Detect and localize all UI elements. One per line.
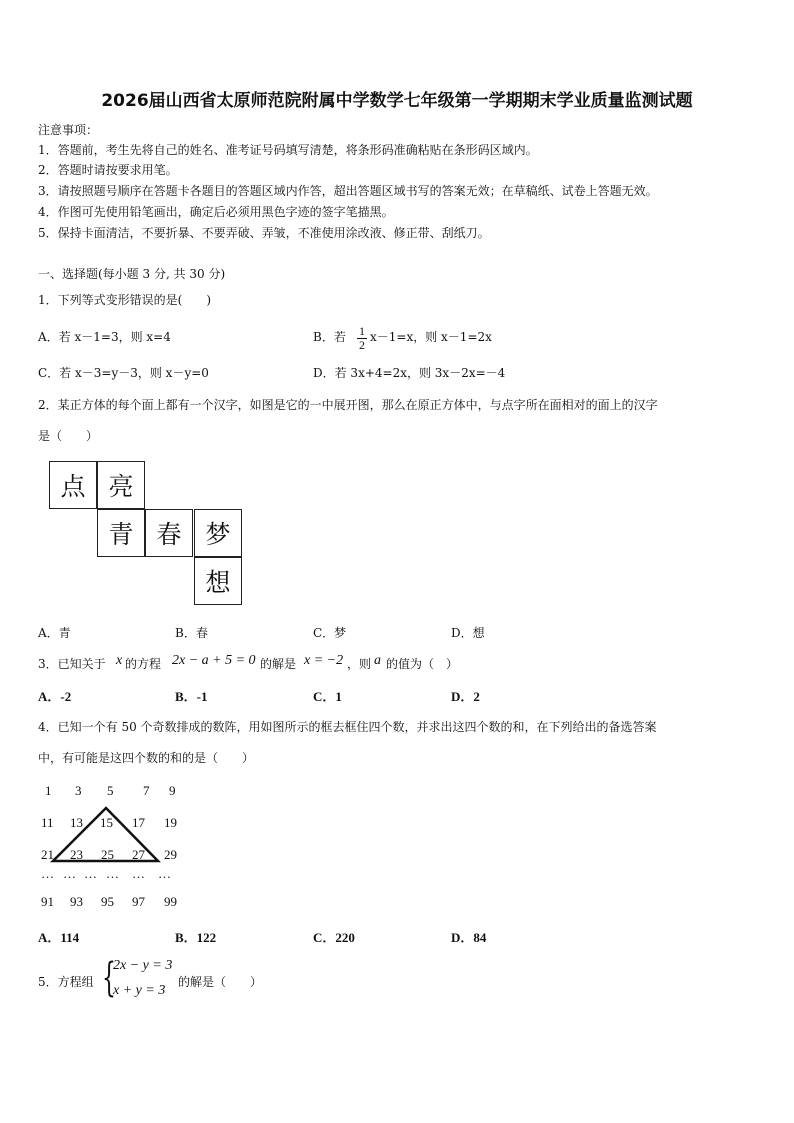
page-title: 2026届山西省太原师范院附属中学数学七年级第一学期期末学业质量监测试题 bbox=[101, 91, 693, 111]
question-4-stem-line1: 4．已知一个有 50 个奇数排成的数阵，用如图所示的框去框住四个数，并求出这四个数的和，在下列给出的备选答案 bbox=[38, 720, 657, 734]
question-2-stem-line1: 2．某正方体的每个面上都有一个汉字，如图是它的一中展开图，那么在原正方体中，与点字所在面相对的面上的汉字 bbox=[38, 398, 658, 412]
array-cell: 93 bbox=[70, 894, 83, 909]
array-cell: 97 bbox=[132, 894, 145, 909]
question-1-stem: 1．下列等式变形错误的是( ) bbox=[38, 293, 211, 307]
question-3-equation: 2x − a + 5 = 0 bbox=[172, 653, 256, 668]
question-5-stem-prefix: 5．方程组 bbox=[38, 975, 94, 989]
question-2-option-b: B．春 bbox=[175, 626, 208, 640]
question-4-option-b: B．122 bbox=[175, 930, 217, 945]
array-cell: 13 bbox=[70, 815, 83, 830]
net-face: 亮 bbox=[97, 461, 145, 509]
question-3-stem-mid1: 的方程 bbox=[125, 657, 162, 671]
fraction-numerator: 1 bbox=[359, 324, 365, 338]
array-cell: 17 bbox=[132, 815, 145, 830]
system-brace: { bbox=[102, 955, 116, 1001]
question-2-option-a: A．青 bbox=[38, 626, 71, 640]
question-2-option-c: C．梦 bbox=[313, 626, 347, 640]
array-cell: 3 bbox=[75, 783, 82, 798]
array-cell: 9 bbox=[169, 783, 176, 798]
notice-item: 4．作图可先使用铅笔画出，确定后必须用黑色字迹的签字笔描黑。 bbox=[38, 205, 394, 219]
net-face: 点 bbox=[49, 461, 97, 509]
array-cell: 5 bbox=[107, 783, 114, 798]
question-4-option-a: A．114 bbox=[38, 930, 80, 945]
question-3-stem-mid3: ，则 bbox=[347, 657, 372, 671]
net-face: 青 bbox=[97, 509, 145, 557]
array-cell: … bbox=[41, 866, 54, 881]
question-5-equation-2: x + y = 3 bbox=[113, 983, 166, 998]
fraction-denominator: 2 bbox=[359, 338, 365, 352]
array-cell: 11 bbox=[41, 815, 54, 830]
question-3-stem-end: 的值为（ ） bbox=[386, 657, 459, 671]
notice-item: 2．答题时请按要求用笔。 bbox=[38, 163, 178, 177]
array-cell: 1 bbox=[45, 783, 52, 798]
question-1-option-b-suffix: x－1=x，则 x－1=2x bbox=[370, 330, 492, 344]
question-1-option-d: D．若 3x+4=2x，则 3x－2x=－4 bbox=[313, 366, 506, 380]
array-cell: 25 bbox=[101, 847, 114, 862]
question-3-option-c: C．1 bbox=[313, 689, 342, 704]
question-4-option-d: D．84 bbox=[451, 930, 487, 945]
notice-heading: 注意事项： bbox=[38, 123, 99, 137]
question-3-solution: x = −2 bbox=[304, 653, 344, 668]
net-face: 春 bbox=[145, 509, 193, 557]
question-1-option-c: C．若 x－3=y－3，则 x－y=0 bbox=[38, 366, 209, 380]
array-cell: … bbox=[158, 866, 171, 881]
question-3-stem-mid2: 的解是 bbox=[260, 657, 297, 671]
question-3-option-b: B．-1 bbox=[175, 689, 208, 704]
question-4-stem-line2: 中，有可能是这四个数的和的是（ ） bbox=[38, 751, 255, 765]
section-heading: 一、选择题(每小题 3 分, 共 30 分) bbox=[38, 267, 226, 281]
array-cell: 23 bbox=[70, 847, 83, 862]
array-cell: 7 bbox=[143, 783, 150, 798]
array-cell: 95 bbox=[101, 894, 114, 909]
array-cell: … bbox=[132, 866, 145, 881]
array-cell: 21 bbox=[41, 847, 54, 862]
question-5-stem-end: 的解是（ ） bbox=[178, 975, 263, 989]
question-3-stem-prefix: 3．已知关于 bbox=[38, 657, 106, 671]
array-cell: … bbox=[84, 866, 97, 881]
question-1-option-a: A．若 x－1=3，则 x=4 bbox=[38, 330, 171, 344]
notice-item: 1．答题前，考生先将自己的姓名、准考证号码填写清楚，将条形码准确粘贴在条形码区域内。 bbox=[38, 143, 538, 157]
array-cell: 91 bbox=[41, 894, 54, 909]
question-5-equation-1: 2x − y = 3 bbox=[113, 958, 173, 973]
variable-a: a bbox=[374, 653, 381, 668]
array-cell: … bbox=[63, 866, 76, 881]
notice-item: 3．请按照题号顺序在答题卡各题目的答题区域内作答，超出答题区域书写的答案无效；在草稿纸、试卷上答题无效。 bbox=[38, 184, 658, 198]
question-1-option-b-prefix: B．若 bbox=[313, 330, 346, 344]
net-face: 想 bbox=[194, 557, 242, 605]
question-3-option-a: A．-2 bbox=[38, 689, 72, 704]
variable-x: x bbox=[116, 653, 123, 668]
array-cell: 99 bbox=[164, 894, 177, 909]
array-cell: 15 bbox=[100, 815, 113, 830]
question-4-option-c: C．220 bbox=[313, 930, 355, 945]
question-3-option-d: D．2 bbox=[451, 689, 480, 704]
array-cell: 19 bbox=[164, 815, 177, 830]
question-2-stem-line2: 是（ ） bbox=[38, 429, 99, 443]
question-2-option-d: D．想 bbox=[451, 626, 485, 640]
array-cell: … bbox=[106, 866, 119, 881]
array-cell: 29 bbox=[164, 847, 177, 862]
array-cell: 27 bbox=[132, 847, 145, 862]
notice-item: 5．保持卡面清洁，不要折暴、不要弄破、弄皱，不准使用涂改液、修正带、刮纸刀。 bbox=[38, 226, 490, 240]
net-face: 梦 bbox=[194, 509, 242, 557]
